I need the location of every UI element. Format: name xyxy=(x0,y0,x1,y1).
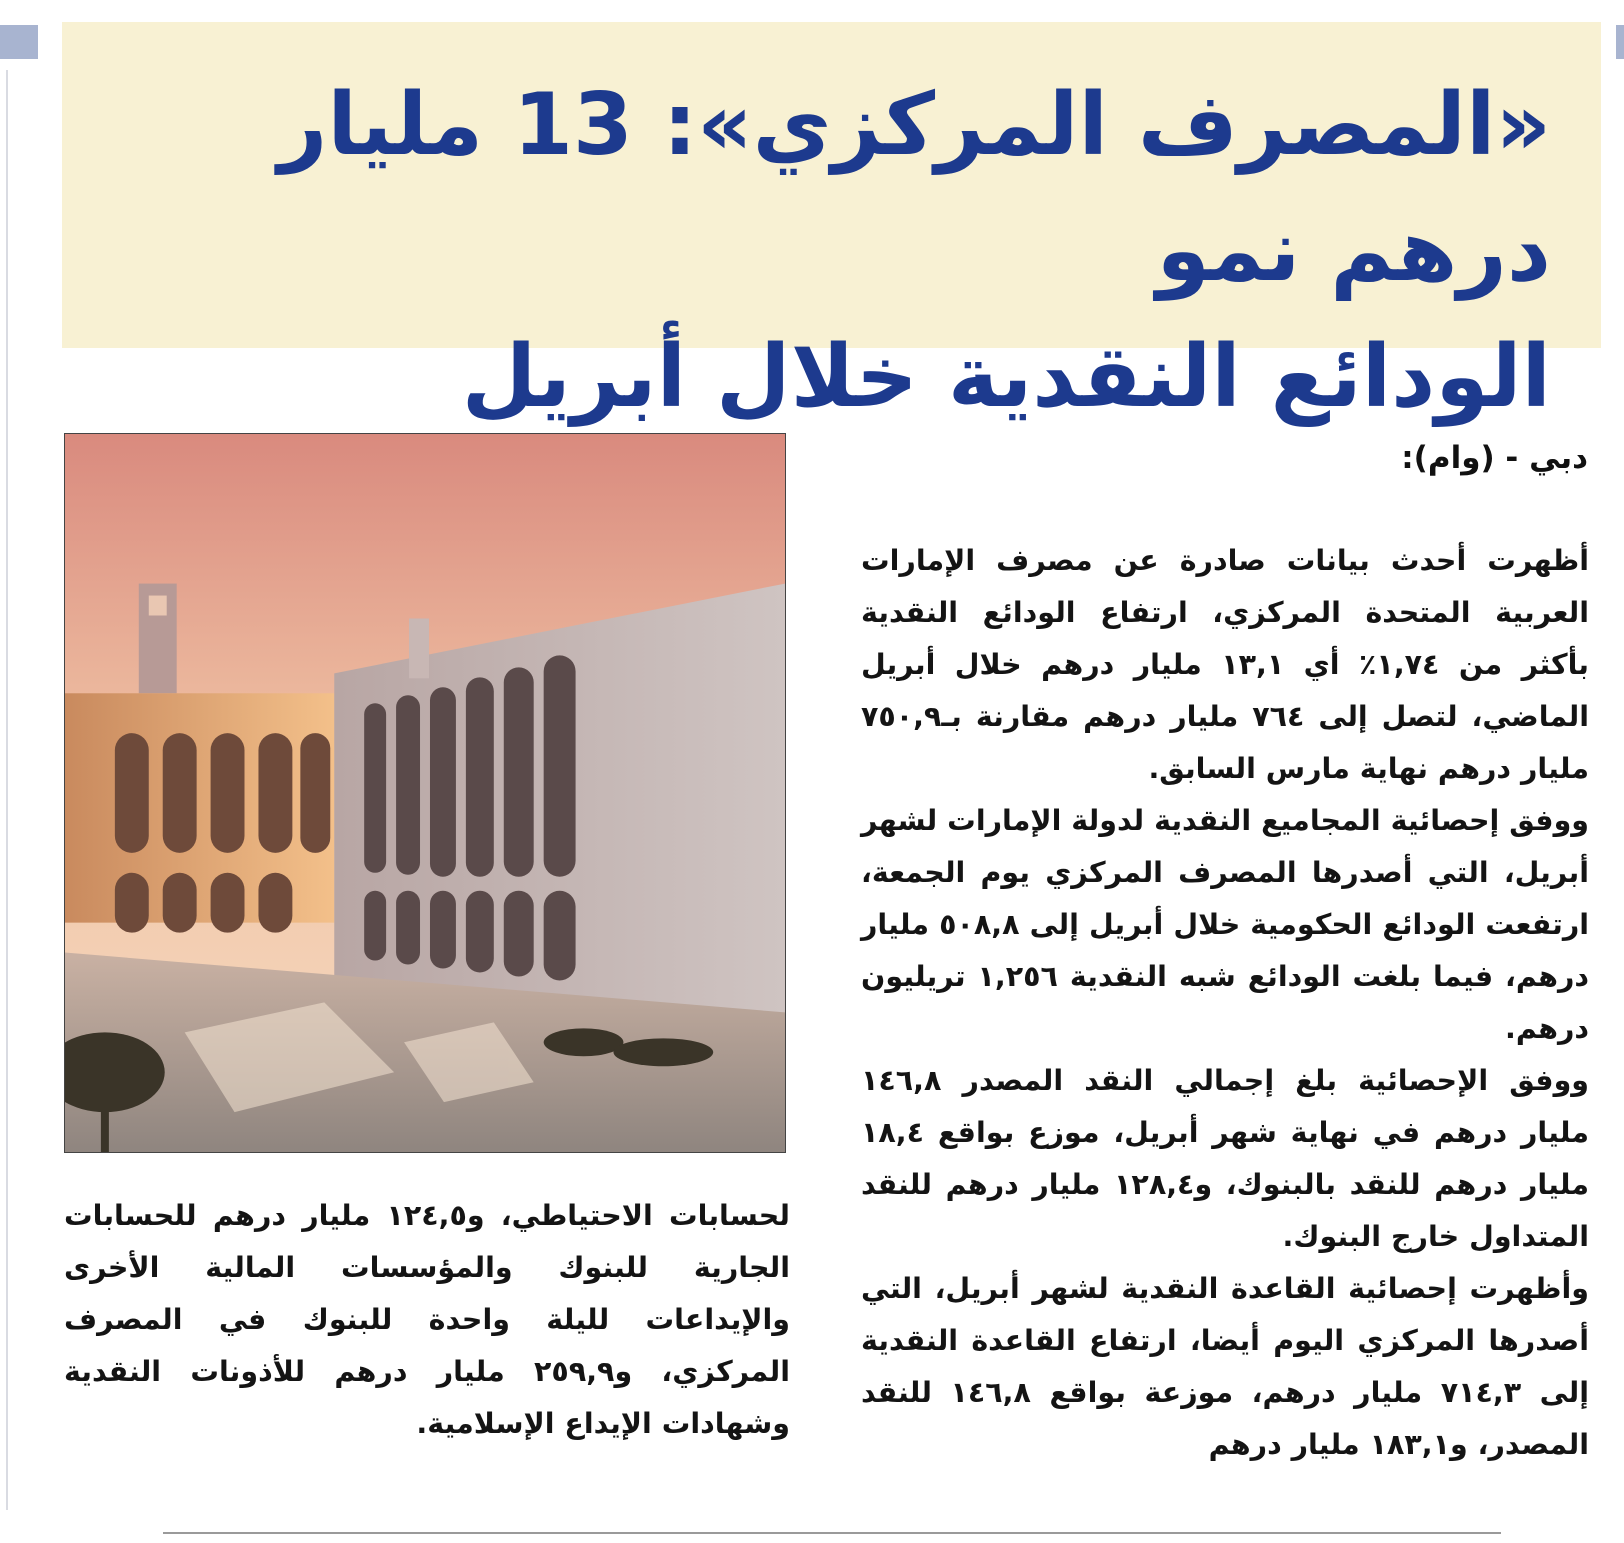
headline-banner xyxy=(62,22,1601,427)
central-bank-building-photo xyxy=(64,433,786,1153)
article-paragraph-4: وأظهرت إحصائية القاعدة النقدية لشهر أبريل، التي أصدرها المركزي اليوم أيضا، ارتفاع القاعدة النقدية إلى ٧١٤,٣ مليار درهم، موزعة بواقع ١٤٦,٨ للنقد المصدر، و١٨٣,١ مليار درهم xyxy=(861,1272,1589,1461)
dateline: دبي - (وام): xyxy=(1401,440,1588,476)
headline-line-1: «المصرف المركزي»: 13 مليار درهم نمو xyxy=(277,75,1551,301)
headline-line-2: الودائع النقدية خلال أبريل xyxy=(461,327,1551,427)
page-margin-rule xyxy=(6,70,8,1510)
bottom-divider xyxy=(163,1532,1501,1534)
article-paragraph-1: أظهرت أحدث بيانات صادرة عن مصرف الإمارات العربية المتحدة المركزي، ارتفاع الودائع النقدية بأكثر من ١,٧٤٪ أي ١٣,١ مليار درهم خلال أبريل الماضي، لتصل إلى ٧٦٤ مليار درهم مقارنة بـ٧٥٠,٩ مليار درهم نهاية مارس السابق. xyxy=(861,544,1589,785)
article-paragraph-3: ووفق الإحصائية بلغ إجمالي النقد المصدر ١٤٦,٨ مليار درهم في نهاية شهر أبريل، موزع بواقع ١٨,٤ مليار درهم للنقد بالبنوك، و١٢٨,٤ مليار درهم للنقد المتداول خارج البنوك. xyxy=(861,1064,1590,1253)
article-column-left xyxy=(64,1190,790,1450)
page-corner-marker xyxy=(0,25,38,59)
article-paragraph-5: لحسابات الاحتياطي، و١٢٤,٥ مليار درهم للحسابات الجارية للبنوك والمؤسسات المالية الأخرى والإيداعات لليلة واحدة للبنوك في المصرف المركزي، و٢٥٩,٩ مليار درهم للأذونات النقدية وشهادات الإيداع الإسلامية. xyxy=(64,1199,790,1440)
page-corner-marker-right xyxy=(1616,25,1624,59)
article-column-right xyxy=(861,535,1589,1471)
article-paragraph-2: ووفق إحصائية المجاميع النقدية لدولة الإمارات لشهر أبريل، التي أصدرها المصرف المركزي يوم الجمعة، ارتفعت الودائع الحكومية خلال أبريل إلى ٥٠٨,٨ مليار درهم، فيما بلغت الودائع شبه النقدية ١,٢٥٦ تريليون درهم. xyxy=(861,804,1590,1045)
building-illustration xyxy=(65,434,785,1152)
